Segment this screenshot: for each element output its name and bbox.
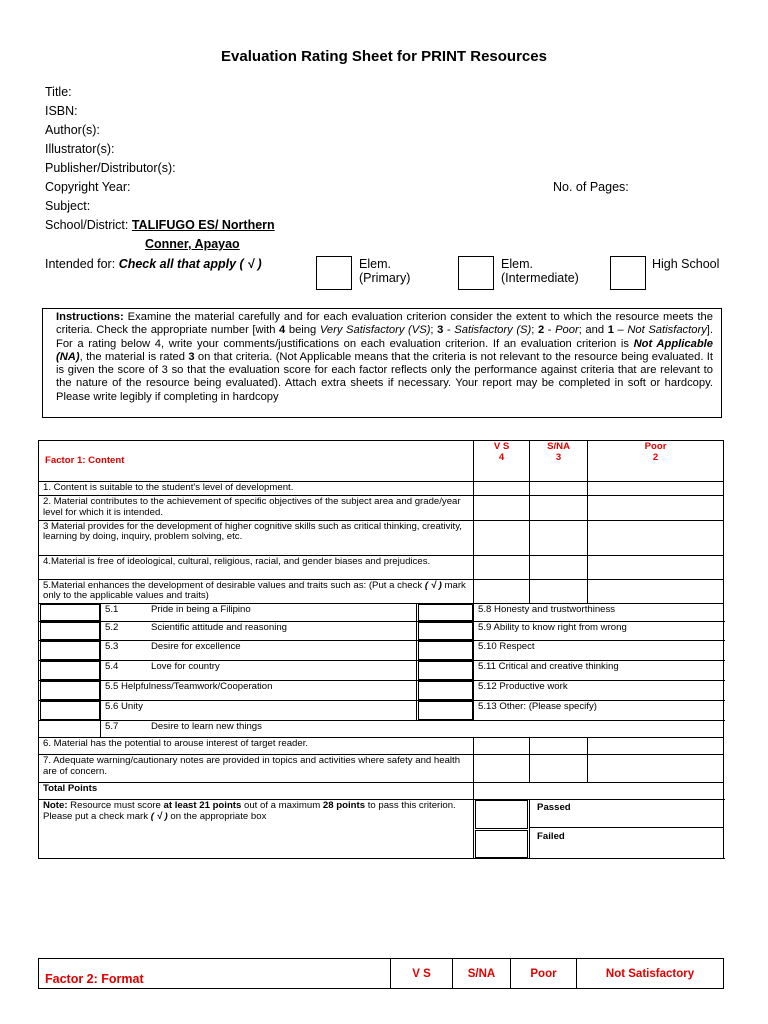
note-text: Resource must score (67, 800, 164, 812)
criterion-5 (39, 579, 474, 604)
instr-italic: Poor (555, 324, 579, 337)
value-checkbox[interactable] (40, 681, 100, 700)
instr-num: 3 (437, 324, 444, 337)
value-text: Scientific attitude and reasoning (151, 622, 287, 634)
header-label: V S (493, 441, 510, 452)
value-item: 5.8 Honesty and trustworthiness (474, 604, 724, 622)
instructions-box (42, 308, 722, 418)
value-checkbox-cell (417, 622, 474, 641)
rating-cell[interactable] (588, 579, 724, 604)
value-checkbox-cell (39, 622, 101, 641)
criterion-4: 4.Material is free of ideological, cultural, religious, racial, and gender biases and prejudices. (39, 555, 474, 579)
intended-hint: Check all that apply ( √ ) (118, 257, 262, 271)
value-item: 5.11 Critical and creative thinking (474, 661, 724, 681)
rating-cell[interactable] (588, 555, 724, 579)
value-item (101, 604, 417, 622)
field-pages-label: No. of Pages: (553, 180, 629, 194)
rating-cell[interactable] (530, 482, 588, 496)
rating-cell[interactable] (474, 482, 530, 496)
rating-cell[interactable] (530, 579, 588, 604)
header-label: S/NA (547, 441, 570, 452)
value-item: 5.9 Ability to know right from wrong (474, 622, 724, 641)
value-item: 5.5 Helpfulness/Teamwork/Cooperation (101, 681, 417, 701)
failed-label: Failed (537, 831, 565, 843)
option-elem-primary (359, 257, 410, 285)
value-checkbox-cell (39, 701, 101, 721)
value-checkbox[interactable] (40, 604, 100, 621)
rating-cell[interactable] (474, 755, 530, 783)
value-checkbox-cell (39, 681, 101, 701)
field-subject-label: Subject: (45, 199, 91, 213)
instr-text: being (285, 324, 320, 337)
value-checkbox[interactable] (40, 701, 100, 720)
pass-fail-boxes (474, 800, 530, 859)
instr-text: on that criteria. (Not Applicable means that the criteria is not relevant to the resource being evaluated. It is given the score of 3 so that the evaluation score for each factor reflects only the performance against criteria that are relevant to the nature of the resource being evaluated). Attach extra sheets if necessary. Your report may be completed in soft or hardcopy. Please write legibly if completing in hardcopy (56, 350, 713, 403)
criterion-1: 1. Content is suitable to the student's level of development. (39, 482, 474, 496)
passed-checkbox[interactable] (475, 800, 528, 829)
factor1-title: Factor 1: Content (39, 441, 474, 482)
value-text: Love for country (151, 661, 220, 673)
value-item: 5.13 Other: (Please specify) (474, 701, 724, 721)
value-text: Desire to learn new things (151, 721, 262, 733)
value-checkbox[interactable] (418, 604, 473, 621)
value-checkbox-cell (417, 641, 474, 661)
value-checkbox[interactable] (40, 622, 100, 640)
value-item: 5.10 Respect (474, 641, 724, 661)
factor2-title: Factor 2: Format (39, 959, 391, 989)
checkbox-elem-primary[interactable] (316, 256, 352, 290)
instr-bold-italic: Not Applicable (NA) (56, 337, 713, 363)
field-copyright-label: Copyright Year: (45, 180, 131, 194)
checkbox-elem-intermediate[interactable] (458, 256, 494, 290)
factor2-table (38, 958, 724, 989)
criterion-6: 6. Material has the potential to arouse interest of target reader. (39, 738, 474, 755)
value-num: 5.4 (105, 661, 119, 673)
rating-cell[interactable] (530, 738, 588, 755)
instr-num: 4 (279, 324, 286, 337)
value-checkbox[interactable] (418, 622, 473, 640)
rating-cell[interactable] (530, 555, 588, 579)
rating-cell[interactable] (588, 755, 724, 783)
checkbox-high-school[interactable] (610, 256, 646, 290)
rating-cell[interactable] (474, 555, 530, 579)
note-text: to pass this criterion. Please put a check mark (43, 800, 456, 822)
instr-text: , the material is rated (79, 350, 189, 363)
instr-italic: Very Satisfactory (VS) (319, 324, 431, 337)
instr-text: – (613, 324, 628, 337)
value-item (101, 641, 417, 661)
rating-cell[interactable] (474, 738, 530, 755)
field-publisher-label: Publisher/Distributor(s): (45, 161, 176, 175)
factor2-header-sna: S/NA (453, 959, 511, 989)
value-checkbox-cell (39, 604, 101, 622)
factor2-header-not-satisfactory: Not Satisfactory (577, 959, 724, 989)
failed-checkbox[interactable] (475, 830, 528, 858)
rating-cell[interactable] (474, 520, 530, 555)
field-illustrators-label: Illustrator(s): (45, 142, 115, 156)
page-title: Evaluation Rating Sheet for PRINT Resources (221, 48, 547, 65)
rating-cell[interactable] (530, 755, 588, 783)
instr-text: ]. For a rating below 4, write your comments/justifications on each evaluation criterion. If an evaluation criterion is (56, 324, 714, 350)
rating-cell[interactable] (474, 496, 530, 521)
school-value-line2: Conner, Apayao (145, 237, 240, 251)
header-score: 3 (555, 451, 562, 463)
option-elem-intermediate (501, 257, 579, 285)
passed-label: Passed (530, 800, 723, 828)
note-bold: at least 21 points (163, 800, 242, 812)
value-checkbox[interactable] (40, 661, 100, 680)
value-checkbox[interactable] (40, 641, 100, 660)
intended-label: Intended for: (45, 257, 116, 271)
criterion-7: 7. Adequate warning/cautionary notes are provided in topics and activities where safety and health are of concern. (39, 755, 474, 783)
instr-num: 3 (188, 350, 195, 363)
rating-cell[interactable] (588, 496, 724, 521)
value-num: 5.7 (105, 721, 119, 733)
value-text: Pride in being a Filipino (151, 604, 251, 616)
intended-for (45, 257, 262, 271)
value-checkbox-cell (417, 661, 474, 681)
value-num: 5.1 (105, 604, 119, 616)
header-vs (474, 441, 530, 482)
total-points-label: Total Points (39, 783, 474, 800)
instr-italic: Satisfactory (S) (454, 324, 532, 337)
option-elem-intermediate-line1: Elem. (501, 257, 533, 271)
instr-italic: Not Satisfactory (627, 324, 707, 337)
rating-cell[interactable] (530, 496, 588, 521)
header-label: Poor (644, 441, 667, 452)
criterion-5-text: 5.Material enhances the development of desirable values and traits such as: (Put a check (43, 579, 425, 591)
instr-text: ; (430, 324, 438, 337)
criterion-5-tail: mark only to the applicable values and traits) (43, 579, 466, 602)
value-item: 5.6 Unity (101, 701, 417, 721)
value-text: Desire for excellence (151, 641, 241, 653)
value-checkbox-cell (39, 661, 101, 681)
criterion-3: 3 Material provides for the development of higher cognitive skills such as critical thinking, creativity, learning by doing, inquiry, problem solving, etc. (39, 520, 474, 555)
instr-num: 1 (607, 324, 614, 337)
option-elem-primary-line2: (Primary) (359, 271, 411, 285)
factor2-header-poor: Poor (511, 959, 577, 989)
instr-text: - (544, 324, 556, 337)
pass-fail-labels (530, 800, 724, 859)
value-num: 5.2 (105, 622, 119, 634)
value-checkbox[interactable] (418, 661, 473, 680)
option-elem-primary-line1: Elem. (359, 257, 391, 271)
rating-cell[interactable] (530, 520, 588, 555)
value-checkbox-cell (417, 681, 474, 701)
instr-num: 2 (537, 324, 545, 337)
total-points-value[interactable] (474, 783, 724, 800)
value-checkbox[interactable] (418, 681, 473, 700)
field-title-label: Title: (45, 85, 72, 99)
note-bold: ( √ ) (150, 810, 168, 822)
instr-text: Examine the material carefully and for each evaluation criterion consider the extent to which the resource meets the criteria. Check the appropriate number [with (56, 311, 713, 337)
field-authors-label: Author(s): (45, 123, 100, 137)
header-score: 4 (498, 451, 505, 463)
header-poor (588, 441, 724, 482)
note-text: out of a maximum (241, 800, 323, 812)
rating-cell[interactable] (588, 520, 724, 555)
value-checkbox-cell[interactable] (39, 721, 101, 738)
value-item (101, 661, 417, 681)
rating-cell[interactable] (588, 738, 724, 755)
note-bold: 28 points (322, 800, 366, 812)
value-item: 5.12 Productive work (474, 681, 724, 701)
value-checkbox-cell (39, 641, 101, 661)
criterion-5-check: ( √ ) (424, 579, 442, 591)
header-score: 2 (652, 451, 659, 463)
field-school-label (45, 218, 275, 232)
note-label: Note: (43, 800, 68, 812)
instr-text: ; (531, 324, 538, 337)
rating-cell[interactable] (474, 579, 530, 604)
note-text: on the appropriate box (167, 810, 267, 822)
header-sna (530, 441, 588, 482)
instructions-label: Instructions: (56, 311, 124, 323)
field-isbn-label: ISBN: (45, 104, 78, 118)
value-num: 5.3 (105, 641, 119, 653)
instr-text: - (443, 324, 455, 337)
instr-text: ; and (578, 324, 608, 337)
note-cell (39, 800, 474, 859)
option-high-school: High School (652, 257, 720, 271)
option-elem-intermediate-line2: (Intermediate) (501, 271, 579, 285)
value-checkbox-cell (417, 604, 474, 622)
value-checkbox[interactable] (418, 701, 473, 720)
rating-cell[interactable] (588, 482, 724, 496)
value-item (101, 721, 724, 738)
value-checkbox[interactable] (418, 641, 473, 660)
value-item (101, 622, 417, 641)
value-checkbox-cell (417, 701, 474, 721)
criterion-2: 2. Material contributes to the achievement of specific objectives of the subject area and grade/year level for which it is intended. (39, 496, 474, 521)
factor1-table (38, 440, 724, 859)
factor2-header-vs: V S (391, 959, 453, 989)
school-value: TALIFUGO ES/ Northern (131, 218, 275, 232)
school-label: School/District: (45, 218, 129, 232)
